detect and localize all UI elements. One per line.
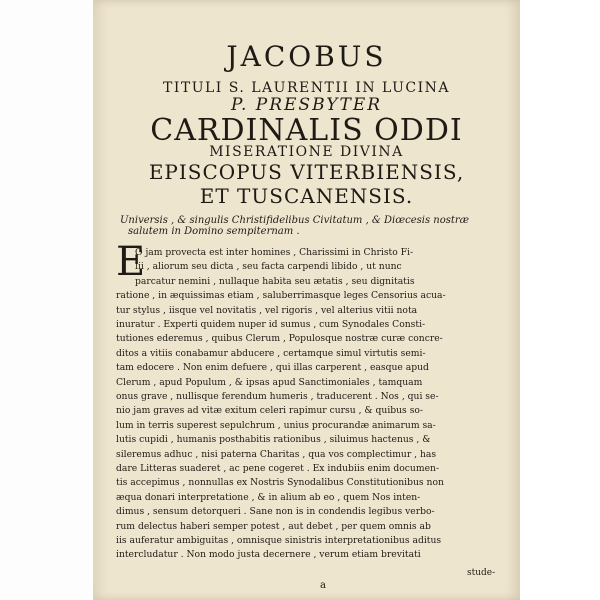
intro-line-1: Universis , & singulis Christifidelibus Civitatum , & Diœcesis nostræ [120,215,470,226]
body-line: nio jam graves ad vitæ exitum celeri rapimur cursu , & quibus so- [116,405,424,417]
body-line: sileremus adhuc , nisi paterna Charitas , qua vos complectimur , has [116,448,437,460]
heading-name: JACOBUS [226,40,387,73]
body-line: rum delectus haberi semper potest , aut debet , per quem omnis ab [116,520,431,532]
book-page [93,0,520,600]
body-line: dare Litteras suaderet , ac pene cogeret . Ex indubiis enim documen- [116,463,440,474]
body-line: onus grave , nullisque ferendum humeris , traducerent . Nos , qui se- [116,391,439,402]
body-line: tur stylus , iisque vel novitatis , vel rigoris , vel alterius vitii nota [116,304,418,316]
heading-cardinal: CARDINALIS ODDI [150,113,463,148]
body-line: lum in terris superest sepulchrum , unius procurandæ animarum sa- [116,419,436,431]
page-content [93,0,520,600]
intro-line-2: salutem in Domino sempiternam . [128,226,300,237]
catchword: stude- [467,568,496,578]
heading-episcopus: EPISCOPUS VITERBIENSIS, [148,160,465,184]
heading-title-line: TITULI S. LAURENTII IN LUCINA [162,80,450,96]
heading-presbyter: P. PRESBYTER [230,95,383,115]
body-line: Clerum , apud Populum , & ipsas apud Sanctimoniales , tamquam [116,376,423,388]
body-line: tam edocere . Non enim defuere , qui illas carperent , easque apud [116,362,429,374]
signature-mark: a [320,580,326,591]
body-line: lutis cupidi , humanis posthabitis rationibus , siluimus hactenus , & [116,434,431,446]
right-background [520,0,600,600]
body-line: ditos a vitiis conabamur abducere , certamque simul virtutis semi- [116,347,426,359]
body-line: tis accepimus , nonnullas ex Nostris Synodalibus Constitutionibus non [116,477,444,489]
body-line: tutiones ederemus , quibus Clerum , Populosque nostræ curæ concre- [116,333,443,345]
body-line: ratione , in æquissimas etiam , saluberrimasque leges Censorius acua- [116,290,446,302]
body-line: iis auferatur ambiguitas , omnisque sinistris interpretationibus aditus [116,535,442,546]
body-line: parcatur nemini , nullaque habita seu ætatis , seu dignitatis [135,275,415,287]
body-line: lii , aliorum seu dicta , seu facta carpendi libido , ut nunc [135,261,402,273]
left-page-edge [0,0,93,600]
heading-tuscanensis: ET TUSCANENSIS. [199,184,414,208]
body-line: O jam provecta est inter homines , Charissimi in Christo Fi- [135,247,414,258]
body-line: æqua donari interpretatione , & in alium ab eo , quem Nos inten- [116,491,421,503]
body-line: dimus , sensum detorqueri . Sane non is in condendis legibus verbo- [116,506,435,518]
heading-miseratione: MISERATIONE DIVINA [209,144,404,160]
body-line: inuratur . Experti quidem nuper id sumus , cum Synodales Consti- [116,319,426,330]
drop-cap: E [116,239,146,285]
body-line: intercludatur . Non modo justa decernere , verum etiam brevitati [116,549,421,561]
